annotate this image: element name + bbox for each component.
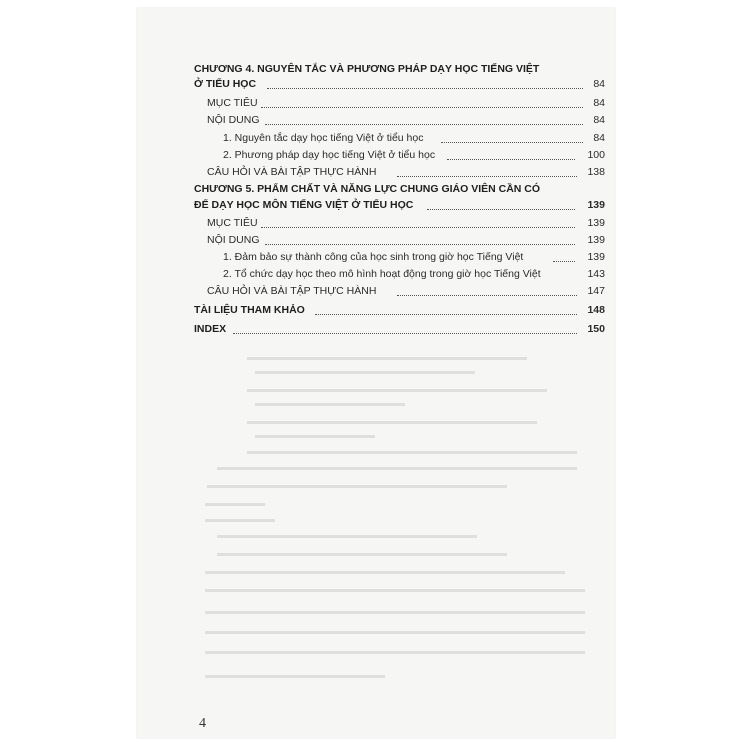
index-entry: INDEX: [194, 323, 227, 335]
ch4-item-2: 2. Phương pháp dạy học tiếng Việt ở tiểu học: [223, 149, 436, 161]
page-number: 4: [199, 716, 206, 731]
ch5-muc-tieu: MỤC TIÊU: [207, 217, 258, 229]
leader-dots: [261, 227, 575, 228]
ch4-noi-dung: NỘI DUNG: [207, 114, 260, 126]
index-page: 150: [587, 323, 605, 335]
leader-dots: [233, 333, 577, 334]
table-of-contents: [137, 8, 615, 738]
ch5-muc-tieu-page: 139: [587, 217, 605, 229]
ch4-item-2-page: 100: [587, 149, 605, 161]
chapter-5-page: 139: [587, 199, 605, 211]
leader-dots: [397, 176, 577, 177]
ch5-noi-dung-page: 139: [587, 234, 605, 246]
leader-dots: [265, 244, 575, 245]
references-page: 148: [587, 304, 605, 316]
leader-dots: [261, 107, 583, 108]
ch4-muc-tieu-page: 84: [593, 97, 605, 109]
leader-dots: [267, 88, 583, 89]
ch5-cau-hoi-page: 147: [587, 285, 605, 297]
leader-dots: [397, 295, 577, 296]
ch4-item-1: 1. Nguyên tắc dạy học tiếng Việt ở tiểu học: [223, 132, 424, 144]
leader-dots: [265, 124, 583, 125]
chapter-4-title-cont: Ở TIỂU HỌC: [194, 78, 257, 90]
ch5-noi-dung: NỘI DUNG: [207, 234, 260, 246]
ch5-cau-hoi: CÂU HỎI VÀ BÀI TẬP THỰC HÀNH: [207, 285, 377, 297]
leader-dots: [441, 142, 583, 143]
ch4-muc-tieu: MỤC TIÊU: [207, 97, 258, 109]
book-page: [137, 8, 615, 738]
references-entry: TÀI LIỆU THAM KHẢO: [194, 304, 305, 316]
chapter-5-title-cont: ĐỂ DẠY HỌC MÔN TIẾNG VIỆT Ở TIỂU HỌC: [194, 199, 414, 211]
ch5-item-2: 2. Tổ chức dạy học theo mô hình hoạt động trong giờ học Tiếng Việt: [223, 268, 541, 280]
leader-dots: [447, 159, 575, 160]
chapter-4-title: CHƯƠNG 4. NGUYÊN TẮC VÀ PHƯƠNG PHÁP DẠY HỌC TIẾNG VIỆT: [194, 63, 540, 75]
ch4-noi-dung-page: 84: [593, 114, 605, 126]
chapter-4-page: 84: [593, 78, 605, 90]
ch5-item-1-page: 139: [587, 251, 605, 263]
ch4-cau-hoi-page: 138: [587, 166, 605, 178]
ch5-item-2-page: 143: [587, 268, 605, 280]
ch4-item-1-page: 84: [593, 132, 605, 144]
chapter-5-title: CHƯƠNG 5. PHẨM CHẤT VÀ NĂNG LỰC CHUNG GIÁO VIÊN CẦN CÓ: [194, 183, 541, 195]
ch4-cau-hoi: CÂU HỎI VÀ BÀI TẬP THỰC HÀNH: [207, 166, 377, 178]
ch5-item-1: 1. Đảm bảo sự thành công của học sinh trong giờ học Tiếng Việt: [223, 251, 524, 263]
leader-dots: [315, 314, 577, 315]
leader-dots: [427, 209, 575, 210]
